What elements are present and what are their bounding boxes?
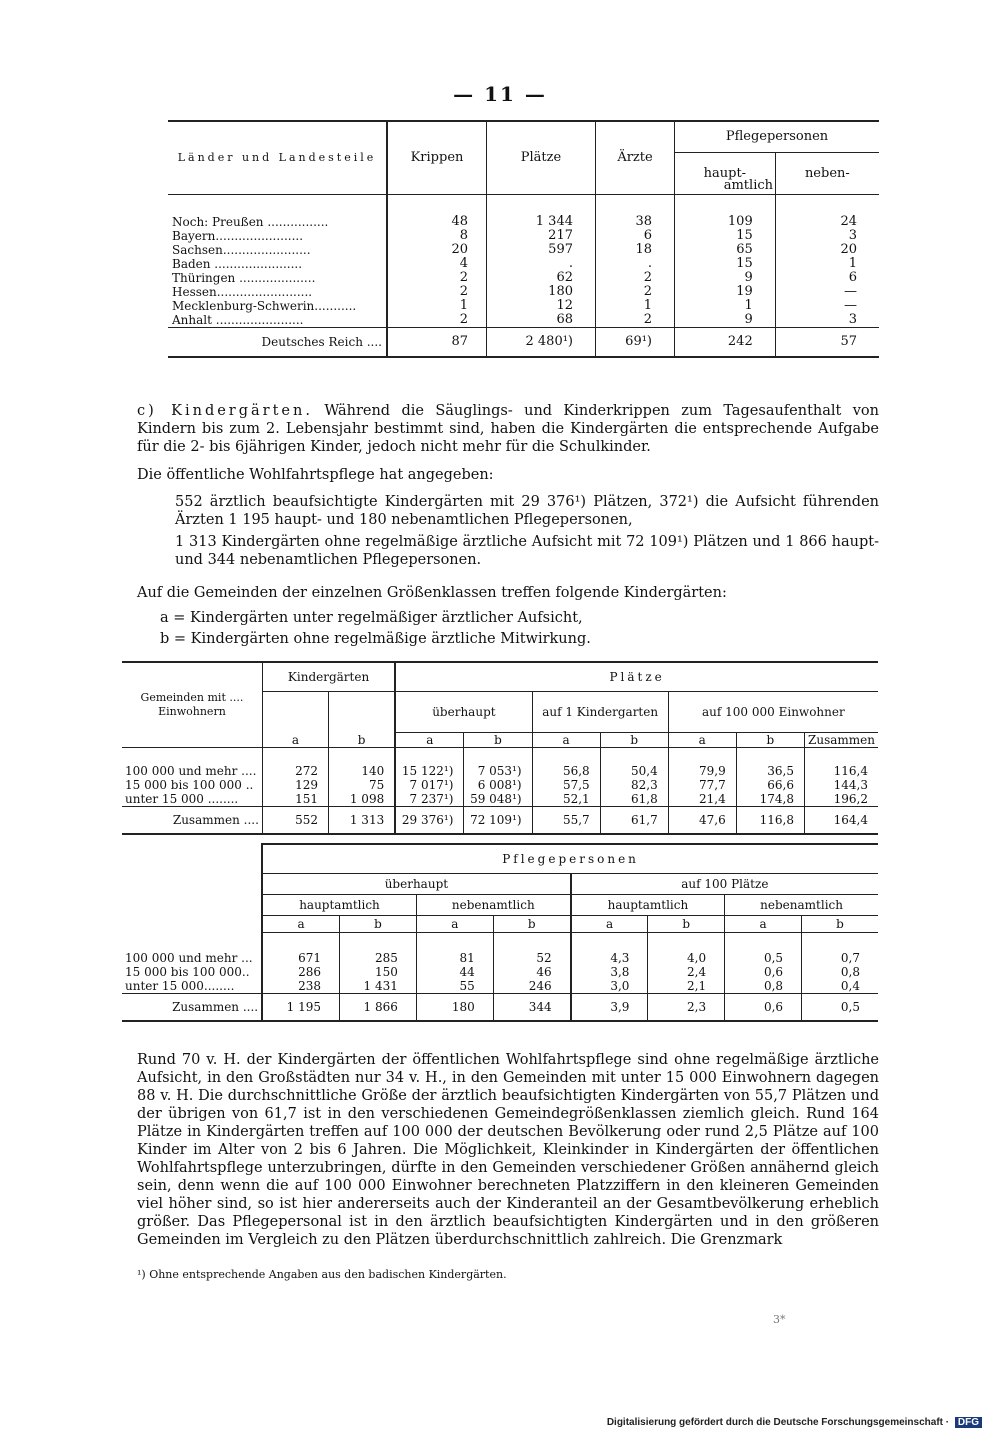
cell-total-hb: 1 866 (340, 994, 417, 1022)
cell-total-ha: 1 195 (262, 994, 339, 1022)
cell-neben: 20 (775, 243, 879, 257)
table-row (168, 271, 879, 285)
table-row (168, 257, 879, 271)
cell-pna: 0,8 (725, 979, 802, 994)
cell-ha: 671 (262, 933, 339, 966)
cell-nb: 246 (493, 979, 570, 994)
row-label: unter 15 000........ (125, 979, 235, 993)
cell-neben: 1 (775, 257, 879, 271)
page-number: — 11 — (453, 82, 547, 106)
legend-a: a = Kindergärten unter regelmäßiger ärztlicher Aufsicht, (160, 610, 583, 626)
col-header-h_a: a (725, 916, 802, 933)
cell-krippen: 2 (387, 271, 487, 285)
cell-neben: 3 (775, 229, 879, 243)
cell-phb: 2,4 (648, 965, 725, 979)
cell-k1a: 57,5 (532, 778, 600, 792)
col-header-h_a: a (262, 916, 339, 933)
cell-krippen: 2 (387, 285, 487, 299)
cell-ub: 59 048¹) (464, 792, 532, 807)
cell-nb: 52 (493, 933, 570, 966)
paragraph-item-a: 552 ärztlich beaufsichtigte Kindergärten mit 29 376¹) Plätzen, 372¹) die Aufsicht führenden Ärzten 1 195 haupt- und 180 nebenamtlichen Pflegepersonen, (175, 494, 879, 528)
col-header-krippen: Krippen (387, 121, 487, 195)
col-header-h_b: b (648, 916, 725, 933)
cell-pha: 3,8 (571, 965, 648, 979)
col-header-h_a: a (571, 916, 648, 933)
cell-ha: 238 (262, 979, 339, 994)
cell-ea: 79,9 (668, 748, 736, 779)
cell-eb: 174,8 (736, 792, 804, 807)
footnote: ¹) Ohne entsprechende Angaben aus den badischen Kindergärten. (137, 1268, 507, 1281)
col-header-pflegepersonen: Pflegepersonen (262, 844, 878, 874)
col-header-ub: b (464, 733, 532, 748)
table-row-total (168, 328, 879, 358)
spacer (122, 916, 262, 933)
col-header-kg-b: b (329, 692, 396, 748)
cell-haupt: 15 (675, 257, 776, 271)
page-mark: 3* (773, 1313, 786, 1326)
row-label: Baden ....................... (172, 257, 303, 271)
row-label: Sachsen....................... (172, 243, 311, 257)
row-label: Thüringen .................... (172, 271, 316, 285)
table-row (168, 285, 879, 299)
col-header-h_a: a (416, 916, 493, 933)
cell-a: 272 (262, 748, 328, 779)
paragraph-kindergaerten (137, 402, 879, 456)
table-row (168, 229, 879, 243)
col-header-k1a: a (532, 733, 600, 748)
row-label: unter 15 000 ........ (125, 792, 239, 806)
col-header-neben: nebenamtlich (416, 895, 570, 916)
col-header-auf100: auf 100 Plätze (571, 874, 878, 895)
col-header-k1b: b (600, 733, 668, 748)
cell-ea: 21,4 (668, 792, 736, 807)
cell-neben: 24 (775, 195, 879, 230)
cell-neben: 6 (775, 271, 879, 285)
cell-neben: — (775, 299, 879, 313)
cell-k1a: 52,1 (532, 792, 600, 807)
empty-corner (122, 844, 262, 916)
col-header-land: Länder und Landesteile (168, 121, 387, 195)
col-header-h_b: b (802, 916, 878, 933)
cell-total-neben: 57 (775, 328, 879, 358)
row-label: Mecklenburg-Schwerin........... (172, 299, 357, 313)
row-label-total: Zusammen .... (172, 813, 259, 827)
label-amtlich: amtlich (723, 178, 774, 194)
row-label: 15 000 bis 100 000.. (125, 965, 250, 979)
cell-haupt: 9 (675, 271, 776, 285)
cell-na: 44 (416, 965, 493, 979)
cell-total-plaetze: 2 480¹) (487, 328, 596, 358)
cell-neben: — (775, 285, 879, 299)
label-haupt: haupt- (703, 165, 747, 181)
paragraph-groessenklassen: Auf die Gemeinden der einzelnen Größenklassen treffen folgende Kindergärten: (137, 585, 727, 601)
col-header-auf1: auf 1 Kindergarten (532, 692, 668, 733)
cell-pnb: 0,7 (802, 933, 878, 966)
cell-phb: 2,1 (648, 979, 725, 994)
cell-b: 75 (329, 778, 396, 792)
cell-phb: 4,0 (648, 933, 725, 966)
col-header-ua: a (395, 733, 464, 748)
cell-aerzte: 2 (596, 285, 675, 299)
cell-ea: 77,7 (668, 778, 736, 792)
cell-aerzte: . (596, 257, 675, 271)
col-header-plaetze: Plätze (395, 662, 878, 692)
col-header-eb: b (736, 733, 804, 748)
col-header-haupt: hauptamtlich (262, 895, 416, 916)
col-header-gemeinden: Gemeinden mit .... Einwohnern (122, 662, 262, 748)
cell-plaetze: 68 (487, 313, 596, 328)
cell-hb: 1 431 (340, 979, 417, 994)
pflegepersonen-table (122, 843, 878, 1022)
cell-krippen: 4 (387, 257, 487, 271)
cell-plaetze: 217 (487, 229, 596, 243)
col-header-plaetze: Plätze (487, 121, 596, 195)
cell-hb: 285 (340, 933, 417, 966)
cell-total-nb: 344 (493, 994, 570, 1022)
cell-total-haupt: 242 (675, 328, 776, 358)
cell-pha: 4,3 (571, 933, 648, 966)
cell-ua: 15 122¹) (395, 748, 464, 779)
row-label: 15 000 bis 100 000 .. (125, 778, 254, 792)
cell-haupt: 15 (675, 229, 776, 243)
table-row (168, 313, 879, 328)
cell-total-b: 1 313 (329, 807, 396, 835)
credit-text: Digitalisierung gefördert durch die Deutsche Forschungsgemeinschaft (606, 1417, 943, 1428)
table-row (122, 792, 878, 807)
paragraph-intro: Die öffentliche Wohlfahrtspflege hat angegeben: (137, 467, 494, 483)
cell-ez: 116,4 (804, 748, 878, 779)
cell-krippen: 48 (387, 195, 487, 230)
krippen-table (168, 120, 879, 358)
cell-haupt: 109 (675, 195, 776, 230)
table-row (168, 243, 879, 257)
col-header-p-neben: nebenamtlich (725, 895, 878, 916)
row-label-total: Deutsches Reich .... (261, 335, 382, 349)
cell-aerzte: 1 (596, 299, 675, 313)
table-row (122, 933, 878, 966)
table-row-total (122, 994, 878, 1022)
cell-krippen: 2 (387, 313, 487, 328)
cell-neben: 3 (775, 313, 879, 328)
legend-b: b = Kindergärten ohne regelmäßige ärztliche Mitwirkung. (160, 631, 591, 647)
cell-ez: 144,3 (804, 778, 878, 792)
cell-a: 129 (262, 778, 328, 792)
cell-total-pha: 3,9 (571, 994, 648, 1022)
paragraph-body: Während die Säuglings- und Kinderkrippen zum Tagesaufenthalt von Kindern bis zum 2. Lebensjahr bestimmt sind, haben die Kindergärten die entsprechende Aufgabe für die 2- bis 6jährigen Kinder, jedoch nicht mehr für die Schulkinder. (137, 403, 879, 455)
col-header-p-haupt: hauptamtlich (571, 895, 725, 916)
row-label: 100 000 und mehr .... (125, 764, 257, 778)
cell-a: 151 (262, 792, 328, 807)
table-row (122, 748, 878, 779)
col-header-h_b: b (340, 916, 417, 933)
cell-b: 140 (329, 748, 396, 779)
cell-hb: 150 (340, 965, 417, 979)
cell-eb: 36,5 (736, 748, 804, 779)
cell-haupt: 9 (675, 313, 776, 328)
cell-haupt: 19 (675, 285, 776, 299)
cell-aerzte: 2 (596, 271, 675, 285)
cell-aerzte: 18 (596, 243, 675, 257)
col-header-ueberhaupt: überhaupt (395, 692, 532, 733)
cell-total-ub: 72 109¹) (464, 807, 532, 835)
cell-total-ua: 29 376¹) (395, 807, 464, 835)
cell-krippen: 20 (387, 243, 487, 257)
cell-k1b: 82,3 (600, 778, 668, 792)
row-label: Anhalt ....................... (172, 313, 304, 327)
col-header-h_b: b (493, 916, 570, 933)
cell-nb: 46 (493, 965, 570, 979)
cell-total-k1b: 61,7 (600, 807, 668, 835)
cell-total-krippen: 87 (387, 328, 487, 358)
col-header-auf100000: auf 100 000 Einwohner (668, 692, 878, 733)
cell-total-pnb: 0,5 (802, 994, 878, 1022)
cell-k1b: 50,4 (600, 748, 668, 779)
table-row (122, 979, 878, 994)
cell-ha: 286 (262, 965, 339, 979)
kindergaerten-plaetze-table (122, 661, 878, 835)
cell-haupt: 1 (675, 299, 776, 313)
cell-ez: 196,2 (804, 792, 878, 807)
cell-k1b: 61,8 (600, 792, 668, 807)
cell-haupt: 65 (675, 243, 776, 257)
row-label-total: Zusammen .... (172, 1000, 259, 1014)
col-header-ez: Zusammen (804, 733, 878, 748)
paragraph-item-b: 1 313 Kindergärten ohne regelmäßige ärztliche Aufsicht mit 72 109¹) Plätzen und 1 866 haupt- und 344 nebenamtlichen Pflegepersonen. (175, 534, 879, 568)
cell-plaetze: 597 (487, 243, 596, 257)
col-header-aerzte: Ärzte (596, 121, 675, 195)
cell-pnb: 0,8 (802, 965, 878, 979)
cell-aerzte: 2 (596, 313, 675, 328)
cell-total-phb: 2,3 (648, 994, 725, 1022)
cell-plaetze: 180 (487, 285, 596, 299)
cell-aerzte: 6 (596, 229, 675, 243)
cell-total-pna: 0,6 (725, 994, 802, 1022)
cell-ua: 7 237¹) (395, 792, 464, 807)
cell-plaetze: 62 (487, 271, 596, 285)
cell-ub: 7 053¹) (464, 748, 532, 779)
dfg-credit: Digitalisierung gefördert durch die Deutsche Forschungsgemeinschaft · DFG (607, 1417, 982, 1428)
cell-total-a: 552 (262, 807, 328, 835)
cell-na: 55 (416, 979, 493, 994)
cell-plaetze: 12 (487, 299, 596, 313)
cell-krippen: 8 (387, 229, 487, 243)
cell-pha: 3,0 (571, 979, 648, 994)
row-label: 100 000 und mehr ... (125, 950, 253, 965)
col-header-ea: a (668, 733, 736, 748)
cell-total-ea: 47,6 (668, 807, 736, 835)
label-neben: neben- (804, 165, 850, 181)
cell-total-k1a: 55,7 (532, 807, 600, 835)
col-header-kg-a: a (262, 692, 328, 748)
cell-total-na: 180 (416, 994, 493, 1022)
cell-total-aerzte: 69¹) (596, 328, 675, 358)
table-row (168, 299, 879, 313)
paragraph-analysis: Rund 70 v. H. der Kindergärten der öffentlichen Wohlfahrtspflege sind ohne regelmäßige ärztliche Aufsicht, in den Großstädten nur 34 v. H., in den Gemeinden mit unter 15 000 Einwohnern dagegen 88 v. H. Die durchschnittliche Größe der ärztlich beaufsichtigten Kindergärten von 55,7 Plätzen und der übrigen von 61,7 ist in den verschiedenen Gemeindegrößenklassen ziemlich gleich. Rund 164 Plätze in Kindergärten treffen auf 100 000 der deutschen Bevölkerung oder rund 2,5 Plätze auf 100 Kinder im Alter von 2 bis 6 Jahren. Die Möglichkeit, Kleinkinder in Kindergärten der öffentlichen Wohlfahrtspflege unterzubringen, dürfte in den Gemeinden verschiedener Größen annähernd gleich sein, denn wenn die auf 100 000 Einwohner berechneten Platzziffern in den kleineren Gemeinden viel höher sind, so ist hier andererseits auch der Kinderanteil an der Gesamtbevölkerung erheblich größer. Das Pflegepersonal ist in den ärztlich beaufsichtigten Kindergärten und in den größeren Gemeinden im Vergleich zu den Plätzen überdurchschnittlich zahlreich. Die Grenzmark (137, 1052, 879, 1248)
cell-eb: 66,6 (736, 778, 804, 792)
ab-header-row (122, 916, 878, 933)
row-label: Bayern....................... (172, 229, 304, 243)
dfg-logo: DFG (955, 1417, 982, 1428)
cell-b: 1 098 (329, 792, 396, 807)
cell-ua: 7 017¹) (395, 778, 464, 792)
cell-krippen: 1 (387, 299, 487, 313)
row-label: Hessen......................... (172, 285, 313, 299)
cell-pnb: 0,4 (802, 979, 878, 994)
table-row-total (122, 807, 878, 835)
cell-pna: 0,6 (725, 965, 802, 979)
table-row (122, 778, 878, 792)
cell-total-ez: 164,4 (804, 807, 878, 835)
cell-aerzte: 38 (596, 195, 675, 230)
section-heading: c) Kindergärten. (137, 403, 313, 419)
cell-k1a: 56,8 (532, 748, 600, 779)
cell-total-eb: 116,8 (736, 807, 804, 835)
cell-plaetze: . (487, 257, 596, 271)
cell-plaetze: 1 344 (487, 195, 596, 230)
col-header-pflege: Pflegepersonen (675, 121, 880, 153)
table-row (168, 195, 879, 230)
col-header-kindergaerten: Kindergärten (262, 662, 395, 692)
col-header-ueberhaupt: überhaupt (262, 874, 571, 895)
cell-pna: 0,5 (725, 933, 802, 966)
table-row (122, 965, 878, 979)
cell-ub: 6 008¹) (464, 778, 532, 792)
row-label: Noch: Preußen ................ (172, 215, 329, 229)
cell-na: 81 (416, 933, 493, 966)
